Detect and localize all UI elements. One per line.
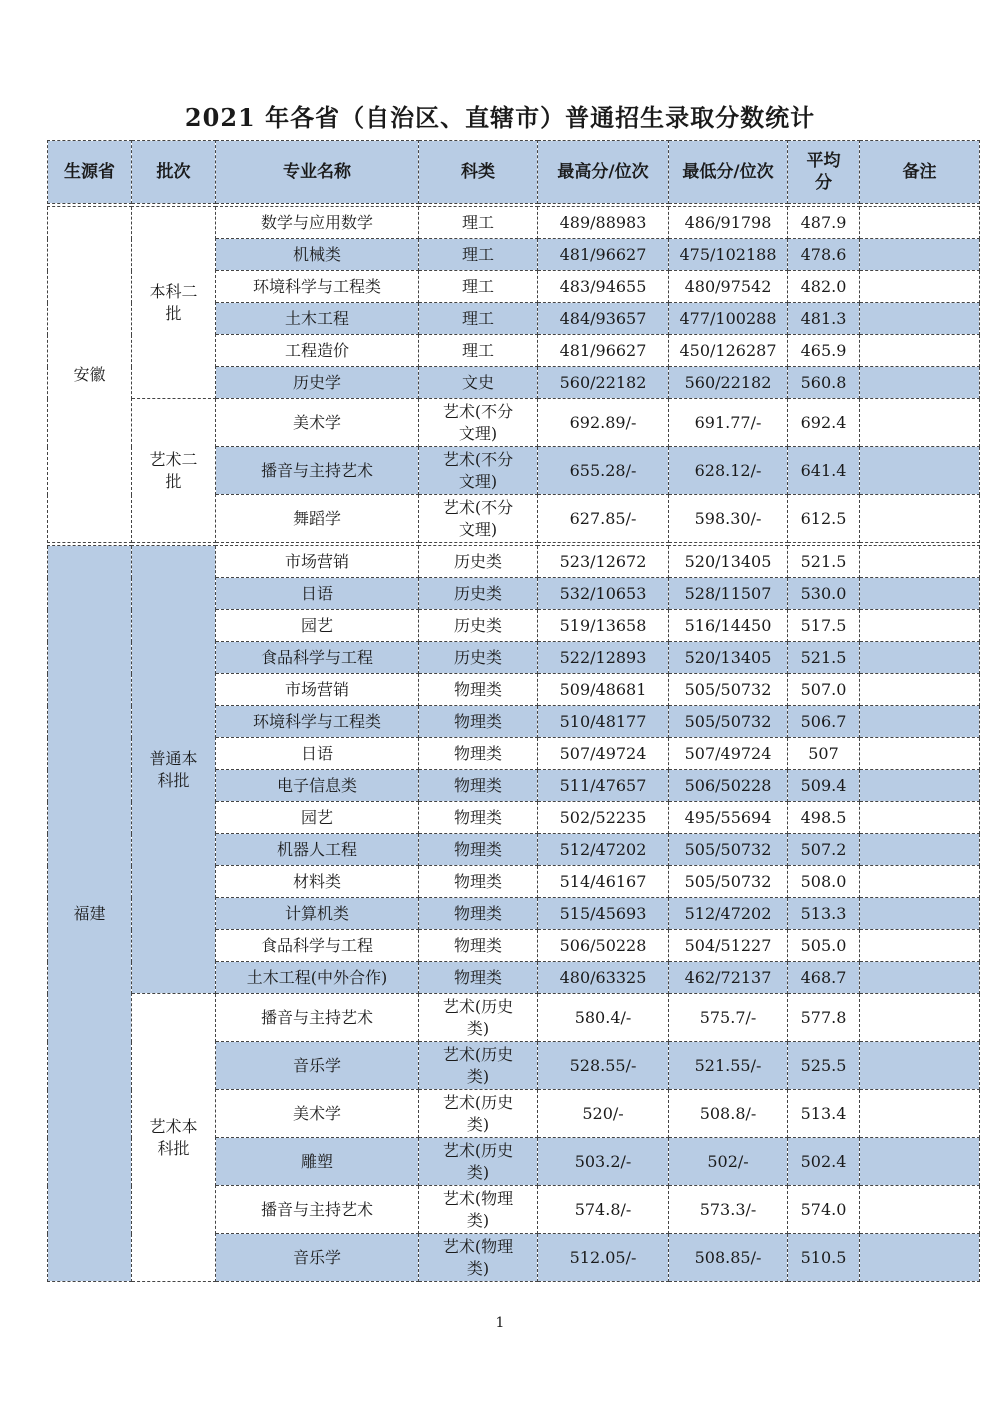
- header-major: 专业名称: [216, 141, 419, 204]
- avg-score-cell: 574.0: [788, 1186, 860, 1234]
- min-score-cell: 507/49724: [669, 738, 788, 770]
- header-min-score: 最低分/位次: [669, 141, 788, 204]
- note-cell: [860, 610, 980, 642]
- category-cell: 物理类: [419, 738, 538, 770]
- avg-score-cell: 481.3: [788, 303, 860, 335]
- max-score-cell: 503.2/-: [538, 1138, 669, 1186]
- batch-cell: 普通本科批: [132, 546, 216, 994]
- major-cell: 日语: [216, 738, 419, 770]
- max-score-cell: 560/22182: [538, 367, 669, 399]
- max-score-cell: 506/50228: [538, 930, 669, 962]
- note-cell: [860, 495, 980, 543]
- header-row: [48, 141, 980, 204]
- province-cell: 安徽: [48, 207, 132, 543]
- category-cell: 物理类: [419, 802, 538, 834]
- max-score-cell: 692.89/-: [538, 399, 669, 447]
- max-score-cell: 532/10653: [538, 578, 669, 610]
- max-score-cell: 512.05/-: [538, 1234, 669, 1282]
- category-cell: 物理类: [419, 674, 538, 706]
- note-cell: [860, 447, 980, 495]
- batch-cell: 本科二批: [132, 207, 216, 399]
- category-cell: 艺术(历史类): [419, 1090, 538, 1138]
- note-cell: [860, 1186, 980, 1234]
- avg-score-cell: 641.4: [788, 447, 860, 495]
- major-cell: 食品科学与工程: [216, 930, 419, 962]
- header-avg-score: 平均分: [788, 141, 860, 204]
- major-cell: 电子信息类: [216, 770, 419, 802]
- province-cell: 福建: [48, 546, 132, 1282]
- header-category: 科类: [419, 141, 538, 204]
- major-cell: 土木工程(中外合作): [216, 962, 419, 994]
- avg-score-cell: 513.4: [788, 1090, 860, 1138]
- category-cell: 理工: [419, 207, 538, 239]
- category-cell: 理工: [419, 271, 538, 303]
- category-cell: 物理类: [419, 866, 538, 898]
- major-cell: 雕塑: [216, 1138, 419, 1186]
- avg-score-cell: 692.4: [788, 399, 860, 447]
- min-score-cell: 475/102188: [669, 239, 788, 271]
- avg-score-cell: 505.0: [788, 930, 860, 962]
- major-cell: 舞蹈学: [216, 495, 419, 543]
- min-score-cell: 462/72137: [669, 962, 788, 994]
- max-score-cell: 484/93657: [538, 303, 669, 335]
- max-score-cell: 483/94655: [538, 271, 669, 303]
- note-cell: [860, 303, 980, 335]
- min-score-cell: 505/50732: [669, 834, 788, 866]
- min-score-cell: 486/91798: [669, 207, 788, 239]
- category-cell: 物理类: [419, 770, 538, 802]
- min-score-cell: 598.30/-: [669, 495, 788, 543]
- note-cell: [860, 239, 980, 271]
- category-cell: 艺术(历史类): [419, 1042, 538, 1090]
- min-score-cell: 480/97542: [669, 271, 788, 303]
- max-score-cell: 523/12672: [538, 546, 669, 578]
- category-cell: 历史类: [419, 610, 538, 642]
- major-cell: 环境科学与工程类: [216, 706, 419, 738]
- note-cell: [860, 994, 980, 1042]
- batch-cell: 艺术二批: [132, 399, 216, 543]
- category-cell: 艺术(不分文理): [419, 495, 538, 543]
- major-cell: 播音与主持艺术: [216, 1186, 419, 1234]
- category-cell: 历史类: [419, 546, 538, 578]
- header-note: 备注: [860, 141, 980, 204]
- table-row: [48, 399, 980, 447]
- min-score-cell: 520/13405: [669, 546, 788, 578]
- major-cell: 美术学: [216, 1090, 419, 1138]
- avg-score-cell: 478.6: [788, 239, 860, 271]
- max-score-cell: 509/48681: [538, 674, 669, 706]
- max-score-cell: 507/49724: [538, 738, 669, 770]
- major-cell: 园艺: [216, 610, 419, 642]
- table-row: [48, 546, 980, 578]
- avg-score-cell: 525.5: [788, 1042, 860, 1090]
- note-cell: [860, 271, 980, 303]
- min-score-cell: 573.3/-: [669, 1186, 788, 1234]
- batch-cell: 艺术本科批: [132, 994, 216, 1282]
- min-score-cell: 520/13405: [669, 642, 788, 674]
- min-score-cell: 505/50732: [669, 674, 788, 706]
- major-cell: 数学与应用数学: [216, 207, 419, 239]
- category-cell: 艺术(不分文理): [419, 399, 538, 447]
- avg-score-cell: 506.7: [788, 706, 860, 738]
- avg-score-cell: 509.4: [788, 770, 860, 802]
- category-cell: 历史类: [419, 642, 538, 674]
- major-cell: 食品科学与工程: [216, 642, 419, 674]
- category-cell: 理工: [419, 303, 538, 335]
- min-score-cell: 502/-: [669, 1138, 788, 1186]
- page-number: 1: [495, 1315, 505, 1331]
- max-score-cell: 520/-: [538, 1090, 669, 1138]
- avg-score-cell: 530.0: [788, 578, 860, 610]
- min-score-cell: 495/55694: [669, 802, 788, 834]
- avg-score-cell: 502.4: [788, 1138, 860, 1186]
- note-cell: [860, 834, 980, 866]
- avg-score-cell: 507.0: [788, 674, 860, 706]
- max-score-cell: 512/47202: [538, 834, 669, 866]
- max-score-cell: 519/13658: [538, 610, 669, 642]
- avg-score-cell: 507: [788, 738, 860, 770]
- category-cell: 物理类: [419, 834, 538, 866]
- note-cell: [860, 1234, 980, 1282]
- category-cell: 物理类: [419, 898, 538, 930]
- max-score-cell: 510/48177: [538, 706, 669, 738]
- min-score-cell: 508.85/-: [669, 1234, 788, 1282]
- category-cell: 艺术(物理类): [419, 1234, 538, 1282]
- min-score-cell: 505/50732: [669, 866, 788, 898]
- major-cell: 历史学: [216, 367, 419, 399]
- max-score-cell: 502/52235: [538, 802, 669, 834]
- category-cell: 物理类: [419, 930, 538, 962]
- avg-score-cell: 612.5: [788, 495, 860, 543]
- max-score-cell: 655.28/-: [538, 447, 669, 495]
- note-cell: [860, 1138, 980, 1186]
- min-score-cell: 512/47202: [669, 898, 788, 930]
- category-cell: 艺术(物理类): [419, 1186, 538, 1234]
- avg-score-cell: 521.5: [788, 546, 860, 578]
- note-cell: [860, 1042, 980, 1090]
- note-cell: [860, 674, 980, 706]
- note-cell: [860, 898, 980, 930]
- min-score-cell: 450/126287: [669, 335, 788, 367]
- max-score-cell: 574.8/-: [538, 1186, 669, 1234]
- avg-score-cell: 521.5: [788, 642, 860, 674]
- min-score-cell: 516/14450: [669, 610, 788, 642]
- max-score-cell: 627.85/-: [538, 495, 669, 543]
- category-cell: 理工: [419, 335, 538, 367]
- avg-score-cell: 513.3: [788, 898, 860, 930]
- major-cell: 机器人工程: [216, 834, 419, 866]
- avg-score-cell: 517.5: [788, 610, 860, 642]
- note-cell: [860, 1090, 980, 1138]
- note-cell: [860, 207, 980, 239]
- note-cell: [860, 578, 980, 610]
- admission-score-table: [47, 140, 980, 1282]
- note-cell: [860, 642, 980, 674]
- min-score-cell: 508.8/-: [669, 1090, 788, 1138]
- avg-score-cell: 487.9: [788, 207, 860, 239]
- major-cell: 材料类: [216, 866, 419, 898]
- note-cell: [860, 962, 980, 994]
- max-score-cell: 480/63325: [538, 962, 669, 994]
- major-cell: 土木工程: [216, 303, 419, 335]
- max-score-cell: 515/45693: [538, 898, 669, 930]
- min-score-cell: 505/50732: [669, 706, 788, 738]
- max-score-cell: 481/96627: [538, 239, 669, 271]
- min-score-cell: 504/51227: [669, 930, 788, 962]
- min-score-cell: 560/22182: [669, 367, 788, 399]
- major-cell: 机械类: [216, 239, 419, 271]
- note-cell: [860, 399, 980, 447]
- major-cell: 环境科学与工程类: [216, 271, 419, 303]
- note-cell: [860, 706, 980, 738]
- avg-score-cell: 498.5: [788, 802, 860, 834]
- max-score-cell: 528.55/-: [538, 1042, 669, 1090]
- table-row: [48, 207, 980, 239]
- avg-score-cell: 510.5: [788, 1234, 860, 1282]
- note-cell: [860, 546, 980, 578]
- max-score-cell: 511/47657: [538, 770, 669, 802]
- major-cell: 音乐学: [216, 1042, 419, 1090]
- header-max-score: 最高分/位次: [538, 141, 669, 204]
- avg-score-cell: 508.0: [788, 866, 860, 898]
- max-score-cell: 514/46167: [538, 866, 669, 898]
- major-cell: 市场营销: [216, 674, 419, 706]
- category-cell: 历史类: [419, 578, 538, 610]
- major-cell: 园艺: [216, 802, 419, 834]
- category-cell: 物理类: [419, 706, 538, 738]
- max-score-cell: 481/96627: [538, 335, 669, 367]
- note-cell: [860, 367, 980, 399]
- major-cell: 美术学: [216, 399, 419, 447]
- avg-score-cell: 560.8: [788, 367, 860, 399]
- note-cell: [860, 930, 980, 962]
- min-score-cell: 528/11507: [669, 578, 788, 610]
- min-score-cell: 521.55/-: [669, 1042, 788, 1090]
- major-cell: 计算机类: [216, 898, 419, 930]
- note-cell: [860, 802, 980, 834]
- note-cell: [860, 770, 980, 802]
- avg-score-cell: 468.7: [788, 962, 860, 994]
- min-score-cell: 506/50228: [669, 770, 788, 802]
- category-cell: 文史: [419, 367, 538, 399]
- note-cell: [860, 335, 980, 367]
- note-cell: [860, 866, 980, 898]
- min-score-cell: 691.77/-: [669, 399, 788, 447]
- max-score-cell: 580.4/-: [538, 994, 669, 1042]
- header-province: 生源省: [48, 141, 132, 204]
- avg-score-cell: 465.9: [788, 335, 860, 367]
- header-batch: 批次: [132, 141, 216, 204]
- avg-score-cell: 507.2: [788, 834, 860, 866]
- major-cell: 日语: [216, 578, 419, 610]
- avg-score-cell: 482.0: [788, 271, 860, 303]
- major-cell: 播音与主持艺术: [216, 447, 419, 495]
- major-cell: 音乐学: [216, 1234, 419, 1282]
- avg-score-cell: 577.8: [788, 994, 860, 1042]
- min-score-cell: 477/100288: [669, 303, 788, 335]
- note-cell: [860, 738, 980, 770]
- min-score-cell: 575.7/-: [669, 994, 788, 1042]
- category-cell: 物理类: [419, 962, 538, 994]
- category-cell: 理工: [419, 239, 538, 271]
- category-cell: 艺术(历史类): [419, 994, 538, 1042]
- max-score-cell: 489/88983: [538, 207, 669, 239]
- table-body: [48, 207, 980, 1282]
- category-cell: 艺术(不分文理): [419, 447, 538, 495]
- max-score-cell: 522/12893: [538, 642, 669, 674]
- major-cell: 播音与主持艺术: [216, 994, 419, 1042]
- document-title: 2021 年各省（自治区、直辖市）普通招生录取分数统计: [184, 103, 816, 132]
- min-score-cell: 628.12/-: [669, 447, 788, 495]
- category-cell: 艺术(历史类): [419, 1138, 538, 1186]
- major-cell: 市场营销: [216, 546, 419, 578]
- major-cell: 工程造价: [216, 335, 419, 367]
- table-row: [48, 994, 980, 1042]
